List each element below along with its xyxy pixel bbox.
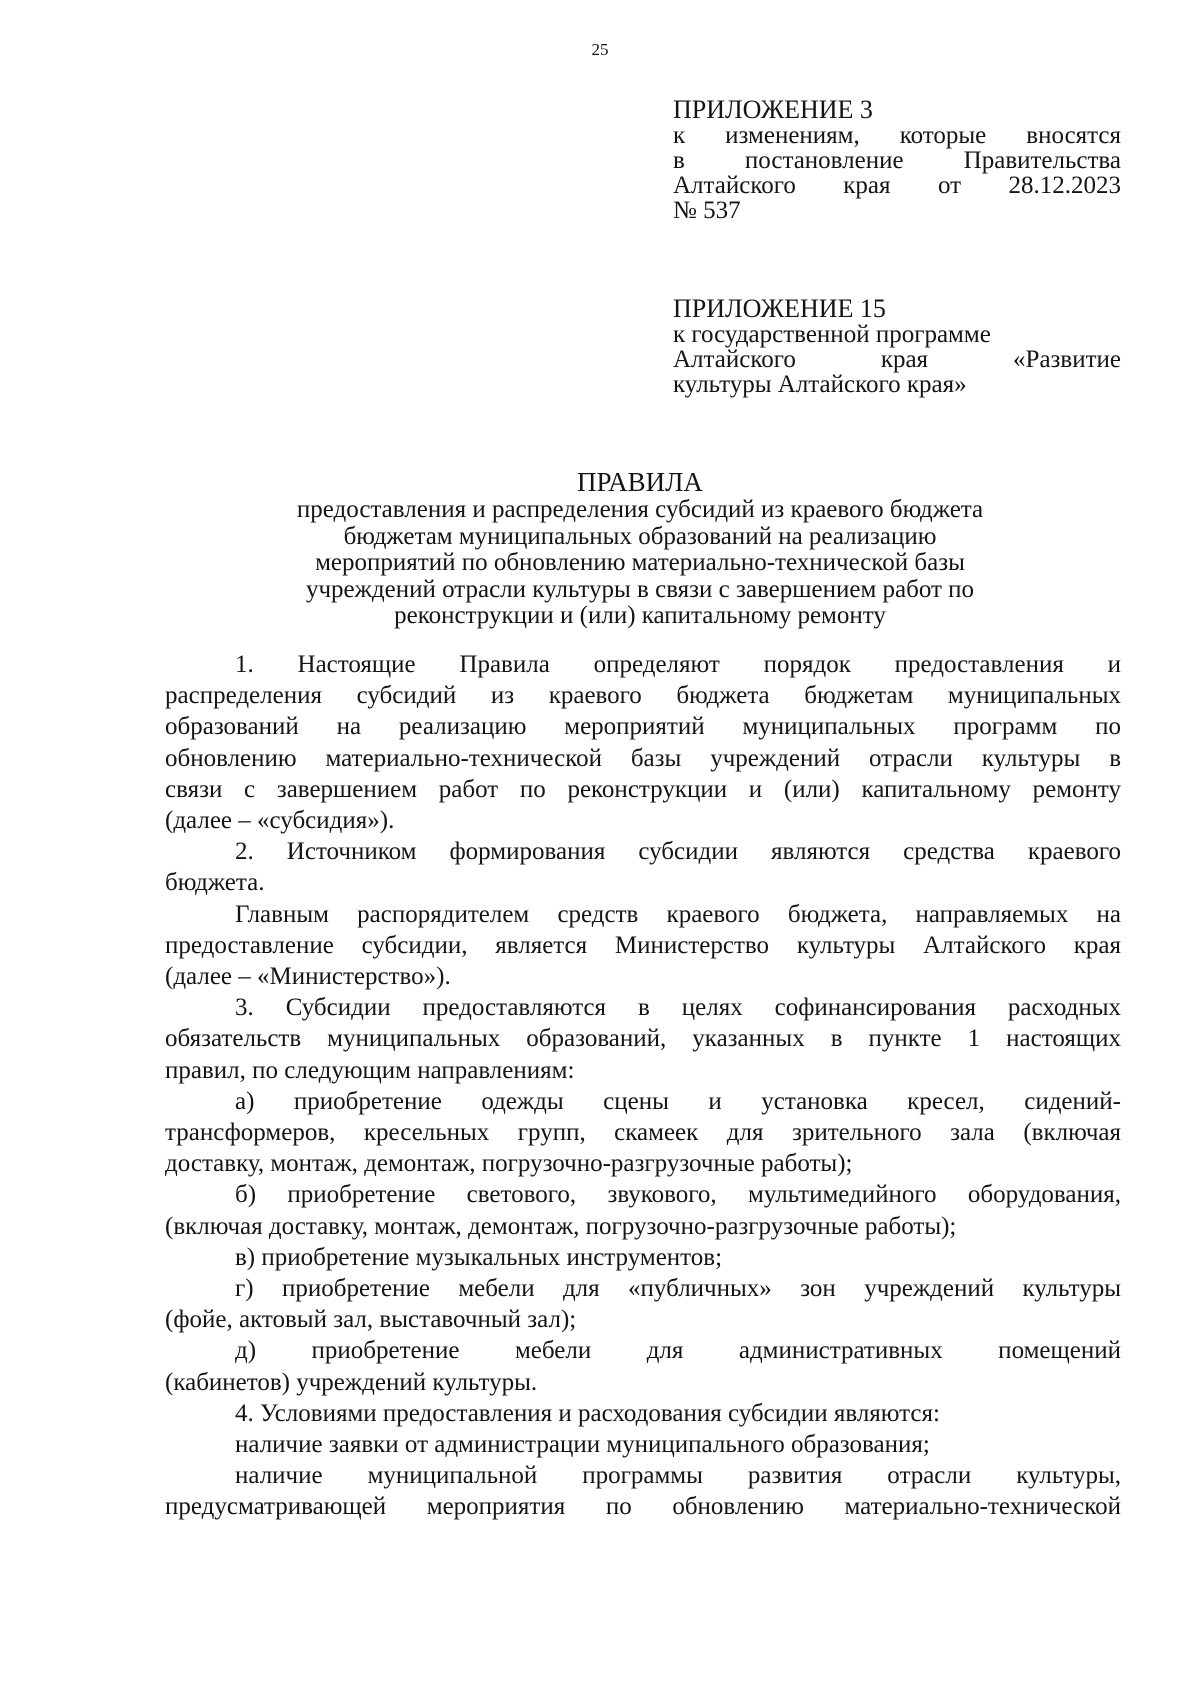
body-line: наличие муниципальной программы развития отрасли культуры, [235,1462,1121,1490]
appendix-3-block [673,96,1121,223]
appendix-15-line: культуры Алтайского края» [673,371,967,398]
appendix-15-title: ПРИЛОЖЕНИЕ 15 [673,294,886,323]
rules-subtitle-line: реконструкции и (или) капитальному ремонту [394,602,886,629]
body-line: б) приобретение светового, звукового, мультимедийного оборудования, [235,1181,1121,1209]
rules-title: ПРАВИЛА [577,467,703,497]
body-line: предоставление субсидии, является Министерство культуры Алтайского края [165,931,1121,959]
body-line: связи с завершением работ по реконструкции и (или) капитальному ремонту [165,775,1121,803]
body-line: доставку, монтаж, демонтаж, погрузочно-разгрузочные работы); [165,1150,853,1178]
appendix-15-line: к государственной программе [673,321,991,348]
body-line: (кабинетов) учреждений культуры. [165,1368,538,1396]
body-line: обязательств муниципальных образований, указанных в пункте 1 настоящих [165,1025,1121,1053]
appendix-3-title: ПРИЛОЖЕНИЕ 3 [673,95,873,124]
body-line: распределения субсидий из краевого бюджета бюджетам муниципальных [165,682,1121,710]
body-line: бюджета. [165,869,265,897]
body-line: предусматривающей мероприятия по обновлению материально-технической [165,1493,1121,1521]
body-line: правил, по следующим направлениям: [165,1056,575,1084]
body-line: (фойе, актовый зал, выставочный зал); [165,1306,577,1334]
rules-subtitle-line: предоставления и распределения субсидий из краевого бюджета [296,496,984,523]
body-line: 1. Настоящие Правила определяют порядок предоставления и [235,651,1121,678]
body-line: трансформеров, кресельных групп, скамеек для зрительного зала (включая [165,1119,1121,1147]
rules-subtitle [200,497,1080,630]
rules-subtitle-line: бюджетам муниципальных образований на реализацию [343,522,937,550]
page-number: 25 [591,40,609,59]
body-line: д) приобретение мебели для административных помещений [235,1337,1121,1365]
rules-subtitle-line: учреждений отрасли культуры в связи с завершением работ по [305,575,975,603]
body-line: (далее – «субсидия»). [165,807,395,835]
body-line: г) приобретение мебели для «публичных» зон учреждений культуры [235,1275,1121,1303]
body-line: 3. Субсидии предоставляются в целях софинансирования расходных [235,994,1121,1022]
body-line: 4. Условиями предоставления и расходования субсидии являются: [235,1399,940,1427]
appendix-3-line: Алтайского края от 28.12.2023 [673,172,1121,199]
body-line: образований на реализацию мероприятий муниципальных программ по [165,713,1121,741]
body-line: (далее – «Министерство»). [165,963,451,991]
appendix-15-block [673,295,1121,397]
body-line: а) приобретение одежды сцены и установка кресел, сидений- [235,1087,1121,1115]
body-line: (включая доставку, монтаж, демонтаж, погрузочно-разгрузочные работы); [165,1212,957,1240]
appendix-3-line: в постановление Правительства [673,147,1121,174]
appendix-3-line: № 537 [673,197,741,224]
appendix-3-line: к изменениям, которые вносятся [673,122,1121,149]
rules-subtitle-line: мероприятий по обновлению материально-технической базы [315,549,965,576]
appendix-15-line: Алтайского края «Развитие [673,346,1121,373]
body-line: наличие заявки от администрации муниципального образования; [235,1431,930,1459]
body-line: в) приобретение музыкальных инструментов; [235,1243,723,1271]
rules-body-text [165,649,1121,1523]
body-line: обновлению материально-технической базы учреждений отрасли культуры в [165,744,1121,772]
body-line: 2. Источником формирования субсидии являются средства краевого [235,838,1121,866]
body-line: Главным распорядителем средств краевого бюджета, направляемых на [235,900,1121,928]
